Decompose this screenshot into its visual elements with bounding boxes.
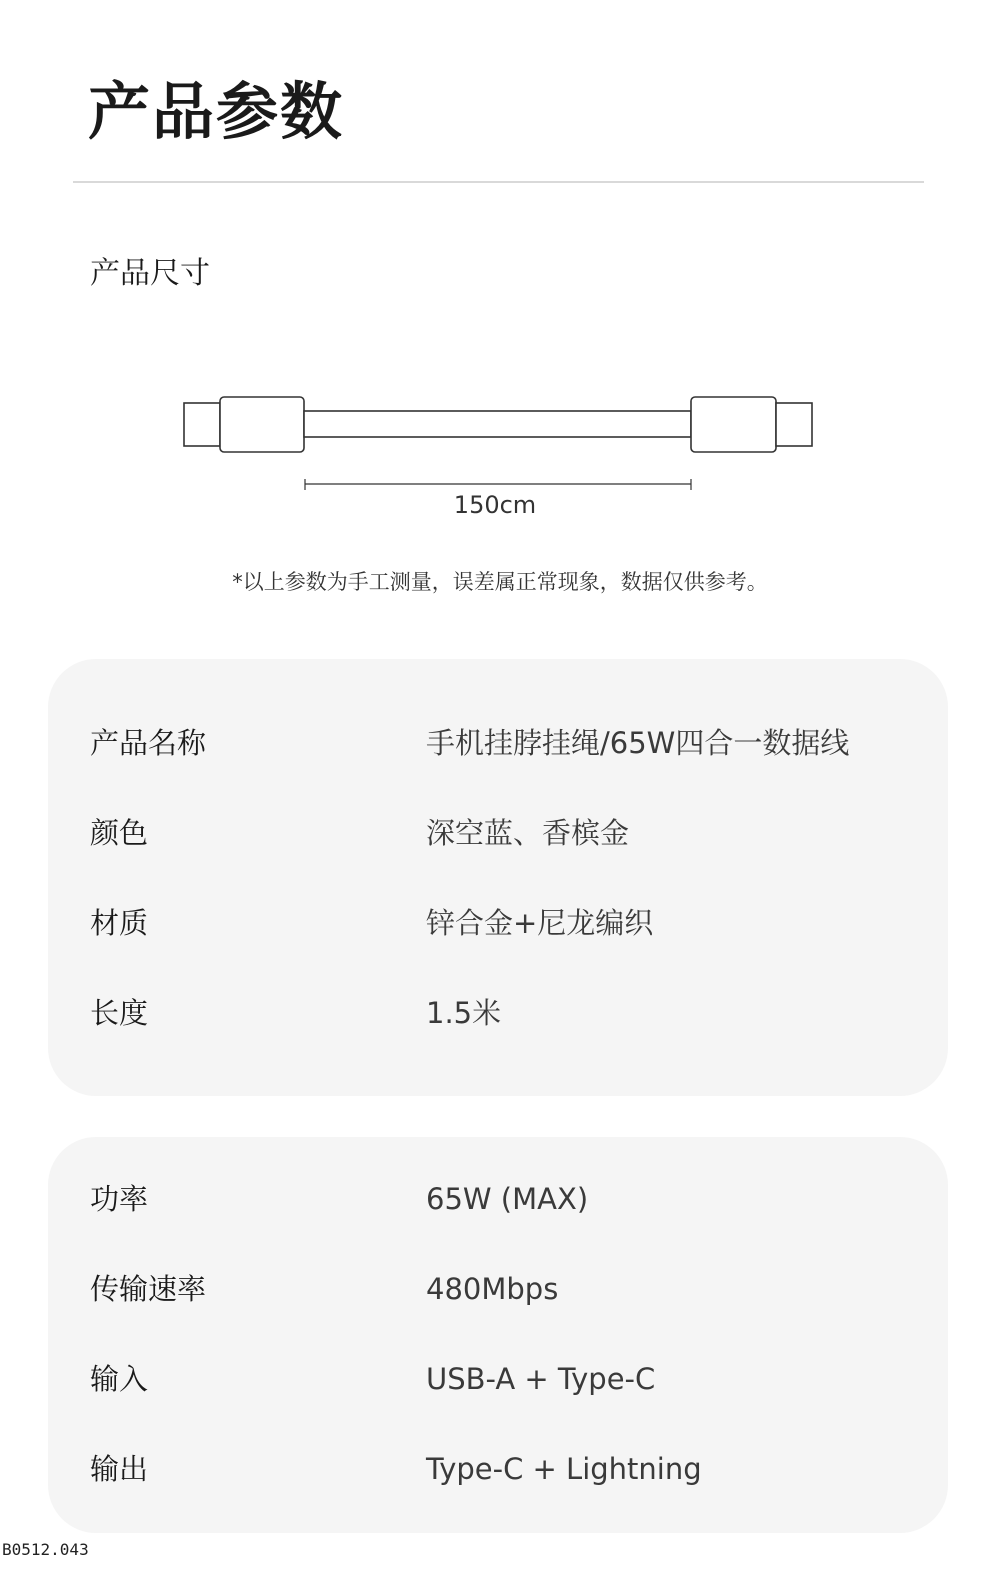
spec-value: 1.5米 xyxy=(426,996,502,1030)
product-code: B0512.043 xyxy=(2,1540,89,1559)
left-connector-tip xyxy=(184,403,220,446)
spec-value: USB-A + Type-C xyxy=(426,1362,656,1396)
spec-label: 传输速率 xyxy=(90,1272,207,1306)
spec-value: 锌合金+尼龙编织 xyxy=(426,906,654,940)
spec-row-color xyxy=(48,813,948,853)
cable-body xyxy=(304,411,691,437)
spec-label: 输出 xyxy=(90,1452,149,1486)
spec-label: 产品名称 xyxy=(90,726,207,760)
spec-row-transfer-rate xyxy=(48,1269,948,1309)
spec-value: 深空蓝、香槟金 xyxy=(426,816,630,850)
section-title-dimensions: 产品尺寸 xyxy=(90,256,210,291)
spec-label: 材质 xyxy=(90,906,149,940)
spec-label: 输入 xyxy=(90,1362,149,1396)
cable-dimension-diagram xyxy=(0,380,1000,530)
right-connector-tip xyxy=(776,403,812,446)
left-connector-body xyxy=(220,397,304,452)
spec-value: 手机挂脖挂绳/65W四合一数据线 xyxy=(426,726,850,760)
spec-row-power xyxy=(48,1179,948,1219)
spec-row-name xyxy=(48,723,948,763)
spec-value: Type-C + Lightning xyxy=(426,1452,702,1486)
spec-row-material xyxy=(48,903,948,943)
title-divider xyxy=(73,181,924,183)
spec-label: 功率 xyxy=(90,1182,149,1216)
page-title: 产品参数 xyxy=(88,75,345,148)
spec-row-input xyxy=(48,1359,948,1399)
spec-value: 65W (MAX) xyxy=(426,1182,589,1216)
spec-value: 480Mbps xyxy=(426,1272,559,1306)
tech-specs-card xyxy=(48,1137,948,1533)
spec-row-length xyxy=(48,993,948,1033)
length-label: 150cm xyxy=(453,491,537,519)
spec-row-output xyxy=(48,1449,948,1489)
right-connector-body xyxy=(691,397,776,452)
measurement-note: *以上参数为手工测量，误差属正常现象，数据仅供参考。 xyxy=(232,570,768,594)
basic-specs-card xyxy=(48,659,948,1096)
spec-label: 颜色 xyxy=(90,816,149,850)
spec-label: 长度 xyxy=(90,996,149,1030)
